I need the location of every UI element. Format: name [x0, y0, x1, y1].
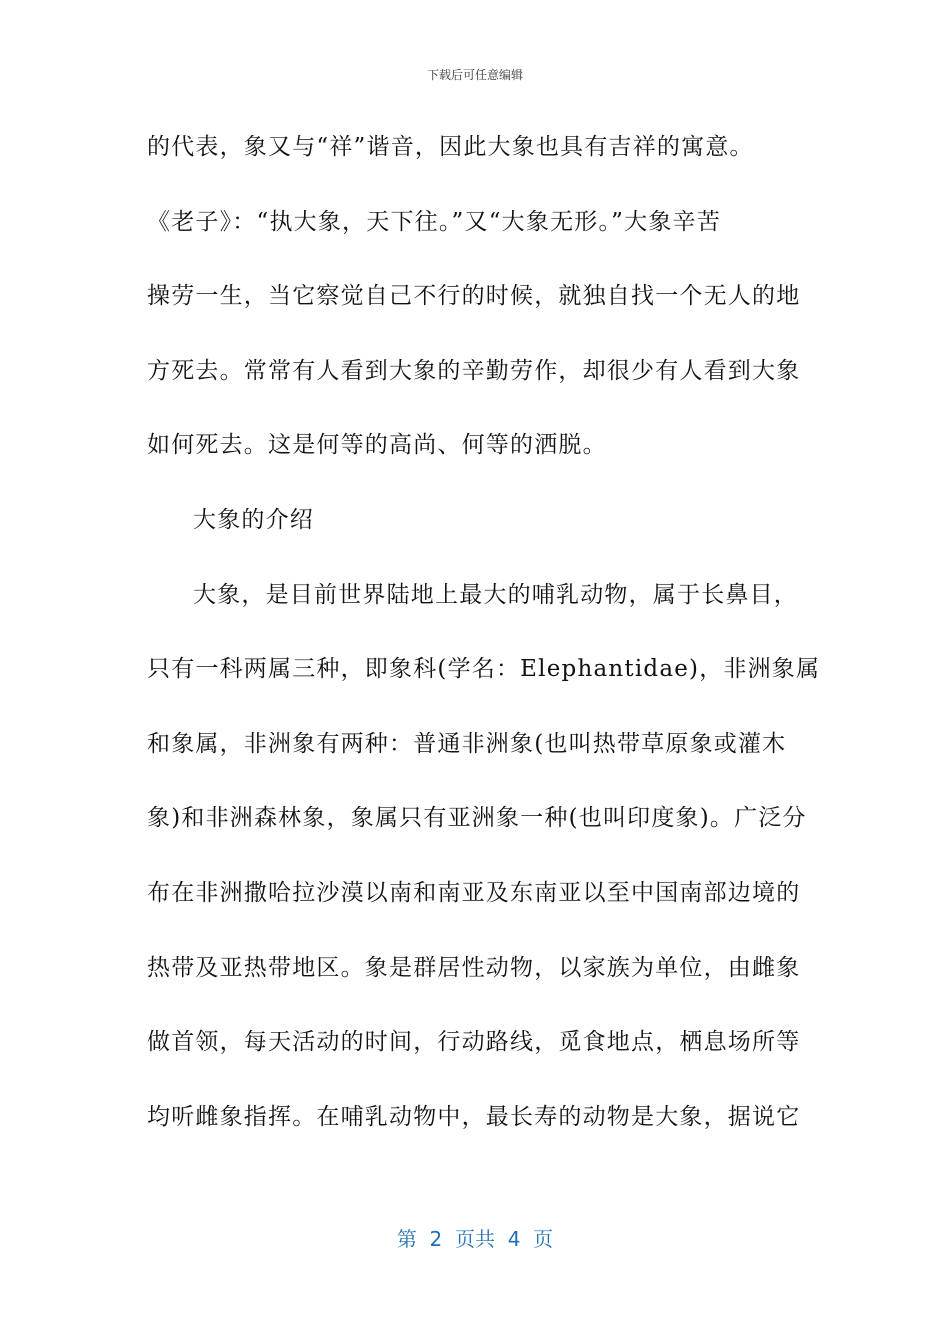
- text-line: 《老子》：“执大象，天下往。”又“大象无形。”大象辛苦: [147, 208, 721, 235]
- text-line: 如何死去。这是何等的高尚、何等的洒脱。: [147, 432, 607, 459]
- text-line: 做首领，每天活动的时间，行动路线，觅食地点，栖息场所等: [147, 1029, 801, 1056]
- text-line: 操劳一生，当它察觉自己不行的时候，就独自找一个无人的地: [147, 283, 801, 310]
- text-line: 大象，是目前世界陆地上最大的哺乳动物，属于长鼻目，: [193, 581, 798, 608]
- document-body: [147, 127, 821, 1171]
- text-line: 只有一科两属三种，即象科(学名：Elephantidae)，非洲象属: [147, 656, 821, 683]
- text-line: 布在非洲撒哈拉沙漠以南和南亚及东南亚以至中国南部边境的: [147, 879, 801, 906]
- text-line: 均听雌象指挥。在哺乳动物中，最长寿的动物是大象，据说它: [147, 1103, 801, 1130]
- text-line: 热带及亚热带地区。象是群居性动物，以家族为单位，由雌象: [147, 954, 801, 981]
- page-header: 下载后可任意编辑: [426, 68, 523, 82]
- text-line: 和象属，非洲象有两种：普通非洲象(也叫热带草原象或灌木: [147, 730, 787, 757]
- text-line: 的代表，象又与“祥”谐音，因此大象也具有吉祥的寓意。: [147, 134, 754, 160]
- text-line: 象)和非洲森林象，象属只有亚洲象一种(也叫印度象)。广泛分: [147, 805, 807, 832]
- text-line: 方死去。常常有人看到大象的辛勤劳作，却很少有人看到大象: [147, 357, 801, 384]
- page-number-footer: 第 2 页共 4 页: [396, 1227, 554, 1251]
- section-heading: 大象的介绍: [193, 506, 314, 533]
